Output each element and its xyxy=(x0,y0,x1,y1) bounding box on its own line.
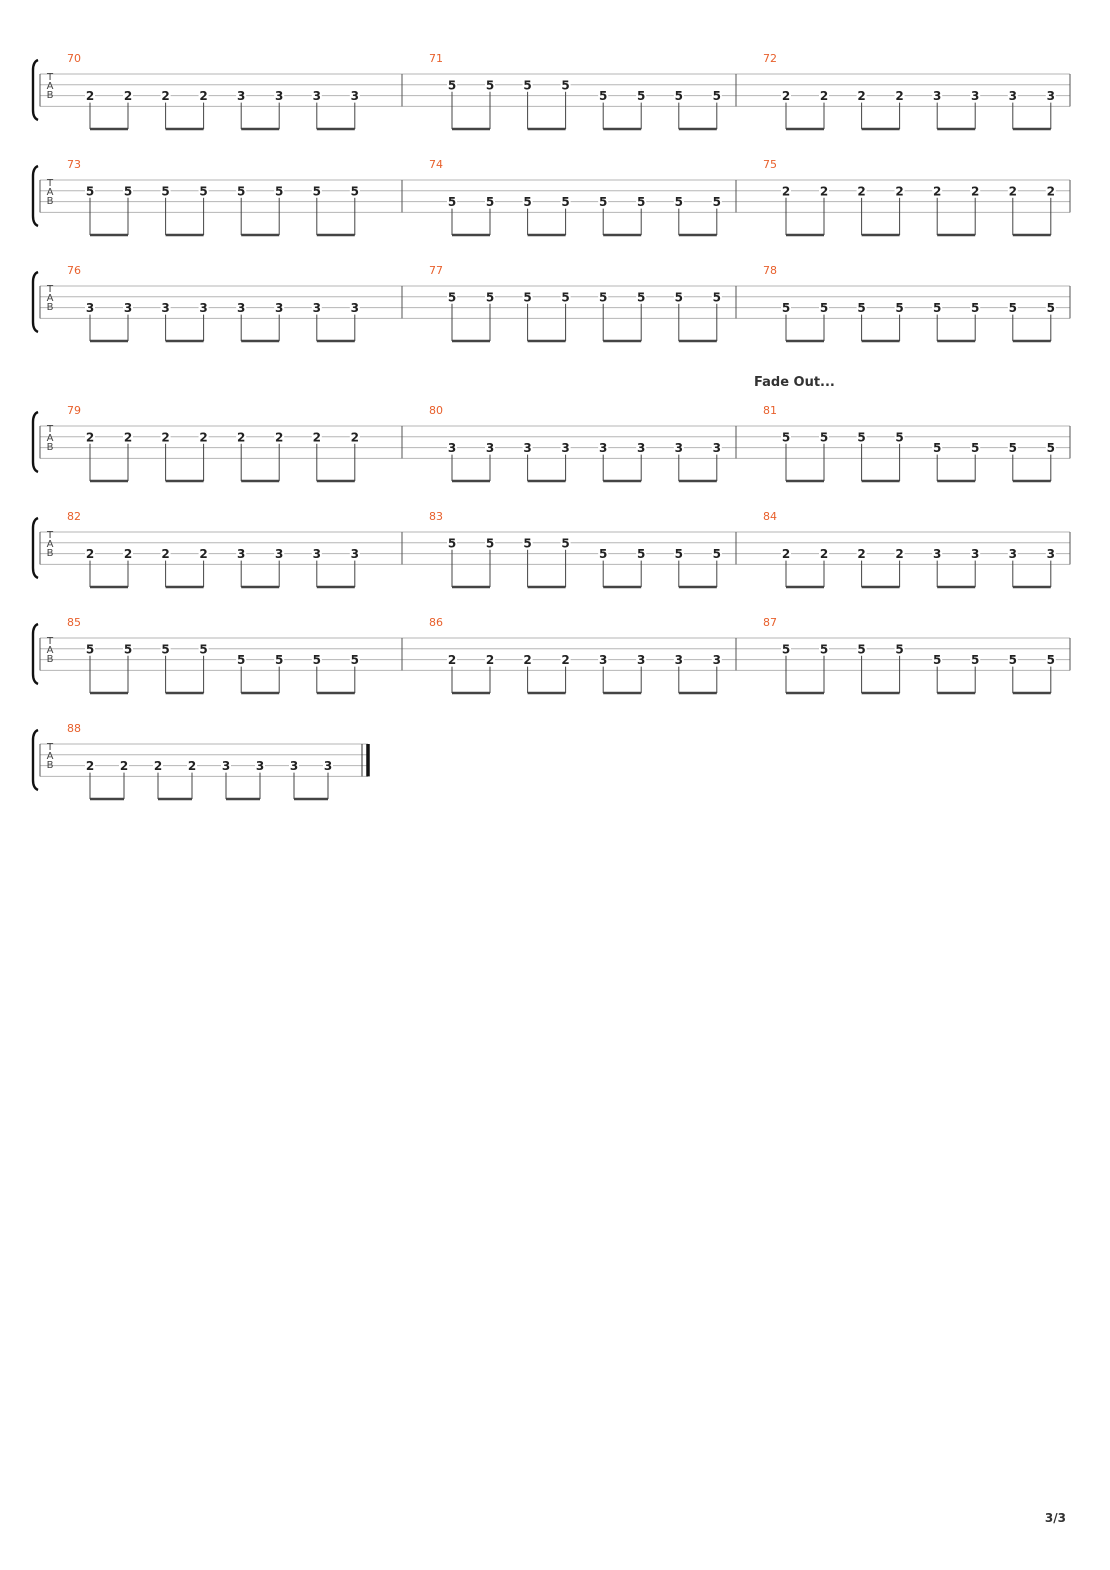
tab-clef-letter: A xyxy=(46,645,54,656)
fret-number: 5 xyxy=(350,184,359,199)
tab-clef-letter: A xyxy=(46,81,54,92)
fret-number: 5 xyxy=(123,184,133,199)
measure-79 xyxy=(67,404,360,481)
fret-number: 3 xyxy=(933,547,942,562)
fret-number: 5 xyxy=(857,642,866,657)
fret-number: 3 xyxy=(637,653,646,668)
fret-number: 2 xyxy=(123,547,133,562)
fret-number: 5 xyxy=(933,653,942,668)
fret-number: 2 xyxy=(895,184,904,199)
fret-number: 5 xyxy=(712,195,721,210)
fret-number: 5 xyxy=(161,184,170,199)
measure-73 xyxy=(67,158,360,235)
fret-number: 5 xyxy=(485,536,495,551)
fret-number: 5 xyxy=(674,290,683,305)
staff-system xyxy=(33,158,1070,235)
page-number: 3/3 xyxy=(1044,1511,1066,1525)
fret-number: 5 xyxy=(350,653,359,668)
staff-system xyxy=(33,52,1070,129)
fret-number: 5 xyxy=(781,430,791,445)
fret-number: 5 xyxy=(485,290,495,305)
measure-number: 88 xyxy=(67,722,81,735)
fret-number: 5 xyxy=(447,290,457,305)
fret-number: 5 xyxy=(674,89,683,104)
fret-number: 3 xyxy=(85,301,95,316)
fret-number: 3 xyxy=(1046,89,1055,104)
fret-number: 3 xyxy=(237,89,246,104)
staff-system xyxy=(33,722,368,799)
fret-number: 5 xyxy=(971,653,980,668)
measure-number: 77 xyxy=(429,264,443,277)
fret-number: 5 xyxy=(819,301,829,316)
measure-number: 74 xyxy=(429,158,443,171)
measure-83 xyxy=(429,510,722,587)
fret-number: 5 xyxy=(819,430,829,445)
fret-number: 5 xyxy=(275,184,284,199)
fret-number: 2 xyxy=(123,430,133,445)
measure-77 xyxy=(429,264,722,341)
tab-clef-letter: T xyxy=(46,284,54,295)
fade-out-annotation: Fade Out... xyxy=(754,375,835,390)
fret-number: 5 xyxy=(599,290,608,305)
fret-number: 2 xyxy=(819,89,829,104)
fret-number: 2 xyxy=(85,547,95,562)
measure-82 xyxy=(67,510,360,587)
fret-number: 5 xyxy=(895,301,904,316)
fret-number: 5 xyxy=(674,195,683,210)
fret-number: 3 xyxy=(275,301,284,316)
fret-number: 5 xyxy=(599,195,608,210)
fret-number: 5 xyxy=(1046,653,1055,668)
fret-number: 2 xyxy=(85,430,95,445)
system-bracket xyxy=(33,60,38,120)
fret-number: 2 xyxy=(857,547,866,562)
fret-number: 5 xyxy=(637,547,646,562)
tab-clef-letter: T xyxy=(46,72,54,83)
fret-number: 3 xyxy=(712,653,721,668)
fret-number: 5 xyxy=(85,184,95,199)
fret-number: 3 xyxy=(523,441,532,456)
fret-number: 2 xyxy=(237,430,246,445)
fret-number: 5 xyxy=(485,195,495,210)
measure-81 xyxy=(763,404,1056,481)
fret-number: 3 xyxy=(350,547,359,562)
fret-number: 2 xyxy=(857,184,866,199)
fret-number: 5 xyxy=(599,547,608,562)
tab-clef-letter: A xyxy=(46,187,54,198)
tab-clef-letter: A xyxy=(46,539,54,550)
tab-clef-letter: B xyxy=(46,760,54,771)
measure-74 xyxy=(429,158,722,235)
fret-number: 5 xyxy=(895,430,904,445)
fret-number: 5 xyxy=(312,653,321,668)
fret-number: 2 xyxy=(781,547,791,562)
tab-clef-letter: B xyxy=(46,196,54,207)
fret-number: 2 xyxy=(1008,184,1017,199)
staff-system xyxy=(33,375,1070,481)
fret-number: 3 xyxy=(237,547,246,562)
fret-number: 2 xyxy=(161,547,170,562)
measure-number: 85 xyxy=(67,616,81,629)
measure-72 xyxy=(763,52,1056,129)
fret-number: 2 xyxy=(561,653,570,668)
measure-75 xyxy=(763,158,1056,235)
fret-number: 2 xyxy=(781,89,791,104)
tab-clef-letter: B xyxy=(46,654,54,665)
measure-80 xyxy=(429,404,722,481)
fret-number: 2 xyxy=(485,653,495,668)
fret-number: 5 xyxy=(712,290,721,305)
fret-number: 5 xyxy=(933,301,942,316)
fret-number: 5 xyxy=(1046,301,1055,316)
fret-number: 3 xyxy=(485,441,495,456)
fret-number: 3 xyxy=(161,301,170,316)
fret-number: 5 xyxy=(123,642,133,657)
fret-number: 5 xyxy=(561,290,570,305)
measure-number: 73 xyxy=(67,158,81,171)
fret-number: 3 xyxy=(350,301,359,316)
fret-number: 5 xyxy=(485,78,495,93)
measure-number: 87 xyxy=(763,616,777,629)
fret-number: 5 xyxy=(637,195,646,210)
fret-number: 2 xyxy=(895,89,904,104)
fret-number: 5 xyxy=(971,301,980,316)
fret-number: 3 xyxy=(971,89,980,104)
fret-number: 5 xyxy=(712,89,721,104)
tab-clef-letter: A xyxy=(46,751,54,762)
measure-number: 78 xyxy=(763,264,777,277)
fret-number: 2 xyxy=(350,430,359,445)
fret-number: 3 xyxy=(599,653,608,668)
fret-number: 5 xyxy=(637,290,646,305)
fret-number: 5 xyxy=(1008,441,1017,456)
fret-number: 2 xyxy=(199,430,208,445)
tab-clef-letter: B xyxy=(46,442,54,453)
fret-number: 5 xyxy=(1008,301,1017,316)
measure-71 xyxy=(429,52,722,129)
fret-number: 2 xyxy=(199,89,208,104)
fret-number: 2 xyxy=(819,547,829,562)
measure-87 xyxy=(763,616,1056,693)
fret-number: 5 xyxy=(857,301,866,316)
fret-number: 5 xyxy=(674,547,683,562)
staff-system xyxy=(33,616,1070,693)
fret-number: 5 xyxy=(312,184,321,199)
fret-number: 3 xyxy=(275,547,284,562)
fret-number: 2 xyxy=(85,759,95,774)
fret-number: 5 xyxy=(237,653,246,668)
fret-number: 3 xyxy=(971,547,980,562)
fret-number: 5 xyxy=(781,301,791,316)
staff-system xyxy=(33,510,1070,587)
fret-number: 2 xyxy=(857,89,866,104)
fret-number: 3 xyxy=(1008,547,1017,562)
fret-number: 3 xyxy=(1008,89,1017,104)
fret-number: 2 xyxy=(187,759,197,774)
measure-84 xyxy=(763,510,1056,587)
fret-number: 5 xyxy=(857,430,866,445)
fret-number: 2 xyxy=(1046,184,1055,199)
measure-number: 84 xyxy=(763,510,777,523)
measure-number: 81 xyxy=(763,404,777,417)
measure-number: 86 xyxy=(429,616,443,629)
fret-number: 3 xyxy=(637,441,646,456)
fret-number: 3 xyxy=(123,301,133,316)
fret-number: 3 xyxy=(599,441,608,456)
fret-number: 5 xyxy=(447,536,457,551)
measure-number: 80 xyxy=(429,404,443,417)
fret-number: 3 xyxy=(447,441,457,456)
tab-clef-letter: B xyxy=(46,548,54,559)
fret-number: 5 xyxy=(199,642,208,657)
fret-number: 2 xyxy=(933,184,942,199)
staff-system xyxy=(33,264,1070,341)
fret-number: 5 xyxy=(523,536,532,551)
system-bracket xyxy=(33,730,38,790)
tab-clef-letter: T xyxy=(46,742,54,753)
fret-number: 5 xyxy=(933,441,942,456)
measure-86 xyxy=(429,616,722,693)
measure-76 xyxy=(67,264,360,341)
fret-number: 5 xyxy=(447,78,457,93)
fret-number: 3 xyxy=(674,441,683,456)
fret-number: 3 xyxy=(712,441,721,456)
fret-number: 2 xyxy=(85,89,95,104)
fret-number: 3 xyxy=(199,301,208,316)
fret-number: 2 xyxy=(199,547,208,562)
fret-number: 5 xyxy=(447,195,457,210)
fret-number: 5 xyxy=(523,195,532,210)
tab-clef-letter: T xyxy=(46,178,54,189)
fret-number: 2 xyxy=(119,759,129,774)
fret-number: 3 xyxy=(312,547,321,562)
fret-number: 3 xyxy=(255,759,265,774)
fret-number: 5 xyxy=(237,184,246,199)
tab-clef-letter: T xyxy=(46,530,54,541)
fret-number: 2 xyxy=(971,184,980,199)
system-bracket xyxy=(33,412,38,472)
measure-number: 82 xyxy=(67,510,81,523)
fret-number: 5 xyxy=(1046,441,1055,456)
system-bracket xyxy=(33,624,38,684)
system-bracket xyxy=(33,272,38,332)
measure-number: 71 xyxy=(429,52,443,65)
fret-number: 3 xyxy=(312,89,321,104)
fret-number: 5 xyxy=(712,547,721,562)
system-bracket xyxy=(33,166,38,226)
measure-number: 83 xyxy=(429,510,443,523)
measure-number: 75 xyxy=(763,158,777,171)
fret-number: 5 xyxy=(275,653,284,668)
fret-number: 2 xyxy=(123,89,133,104)
fret-number: 2 xyxy=(153,759,163,774)
fret-number: 5 xyxy=(599,89,608,104)
fret-number: 5 xyxy=(85,642,95,657)
fret-number: 2 xyxy=(275,430,284,445)
measure-number: 79 xyxy=(67,404,81,417)
measure-number: 76 xyxy=(67,264,81,277)
measure-85 xyxy=(67,616,360,693)
fret-number: 2 xyxy=(161,430,170,445)
fret-number: 5 xyxy=(561,536,570,551)
fret-number: 2 xyxy=(819,184,829,199)
fret-number: 3 xyxy=(350,89,359,104)
fret-number: 2 xyxy=(781,184,791,199)
fret-number: 3 xyxy=(221,759,231,774)
fret-number: 3 xyxy=(674,653,683,668)
fret-number: 3 xyxy=(289,759,299,774)
tab-clef-letter: T xyxy=(46,636,54,647)
fret-number: 3 xyxy=(323,759,333,774)
measure-78 xyxy=(763,264,1056,341)
fret-number: 3 xyxy=(275,89,284,104)
fret-number: 5 xyxy=(971,441,980,456)
fret-number: 2 xyxy=(895,547,904,562)
fret-number: 5 xyxy=(161,642,170,657)
tab-clef-letter: B xyxy=(46,302,54,313)
fret-number: 5 xyxy=(561,195,570,210)
fret-number: 5 xyxy=(523,78,532,93)
fret-number: 5 xyxy=(1008,653,1017,668)
tab-clef-letter: T xyxy=(46,424,54,435)
fret-number: 2 xyxy=(447,653,457,668)
fret-number: 2 xyxy=(312,430,321,445)
measure-number: 72 xyxy=(763,52,777,65)
system-bracket xyxy=(33,518,38,578)
fret-number: 5 xyxy=(199,184,208,199)
fret-number: 2 xyxy=(523,653,532,668)
fret-number: 3 xyxy=(933,89,942,104)
measure-number: 70 xyxy=(67,52,81,65)
fret-number: 3 xyxy=(237,301,246,316)
fret-number: 3 xyxy=(312,301,321,316)
tab-clef-letter: A xyxy=(46,433,54,444)
fret-number: 5 xyxy=(781,642,791,657)
fret-number: 5 xyxy=(523,290,532,305)
tab-clef-letter: B xyxy=(46,90,54,101)
fret-number: 5 xyxy=(895,642,904,657)
measure-88 xyxy=(67,722,333,799)
fret-number: 3 xyxy=(1046,547,1055,562)
fret-number: 5 xyxy=(637,89,646,104)
tab-clef-letter: A xyxy=(46,293,54,304)
fret-number: 2 xyxy=(161,89,170,104)
fret-number: 3 xyxy=(561,441,570,456)
fret-number: 5 xyxy=(819,642,829,657)
fret-number: 5 xyxy=(561,78,570,93)
measure-70 xyxy=(67,52,360,129)
